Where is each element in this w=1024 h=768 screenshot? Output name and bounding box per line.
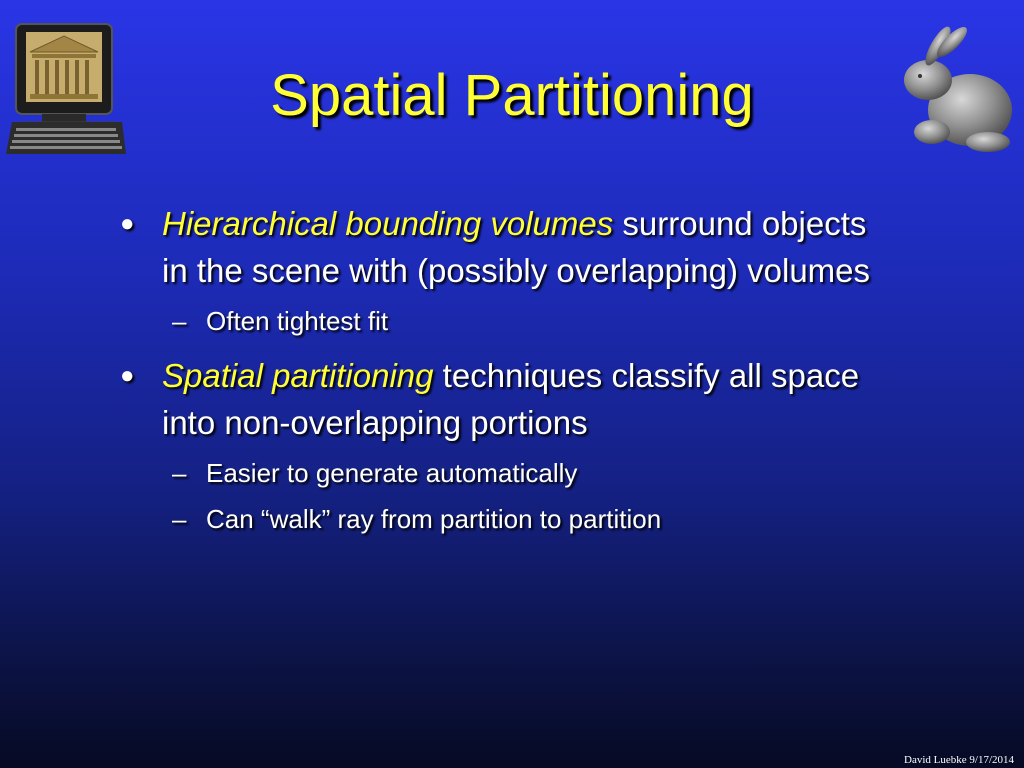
bullet-item (120, 352, 900, 446)
slide-title: Spatial Partitioning (270, 63, 754, 128)
sub-bullet-item (120, 454, 900, 492)
bullet-dot-icon: ● (120, 362, 135, 389)
bullet-list (120, 200, 900, 538)
bullet-dot-icon: ● (120, 210, 135, 237)
slide-footer: David Luebke 9/17/2014 (904, 754, 1014, 766)
dash-icon: – (172, 458, 187, 488)
bullet-emphasis: Spatial partitioning (162, 357, 434, 394)
dash-icon: – (172, 504, 187, 534)
sub-bullet-item (120, 302, 900, 340)
sub-bullet-text: Easier to generate automatically (206, 458, 578, 488)
sub-bullet-text: Often tightest fit (206, 306, 389, 336)
bullet-item (120, 200, 900, 294)
sub-bullet-item (120, 500, 900, 538)
sub-bullet-text: Can “walk” ray from partition to partition (206, 504, 662, 534)
dash-icon: – (172, 306, 187, 336)
bullet-text: surround objects in the scene with (possibly overlapping) volumes (162, 205, 871, 289)
bullet-text: techniques classify all space into non-overlapping portions (162, 357, 860, 441)
bullet-emphasis: Hierarchical bounding volumes (162, 205, 614, 242)
